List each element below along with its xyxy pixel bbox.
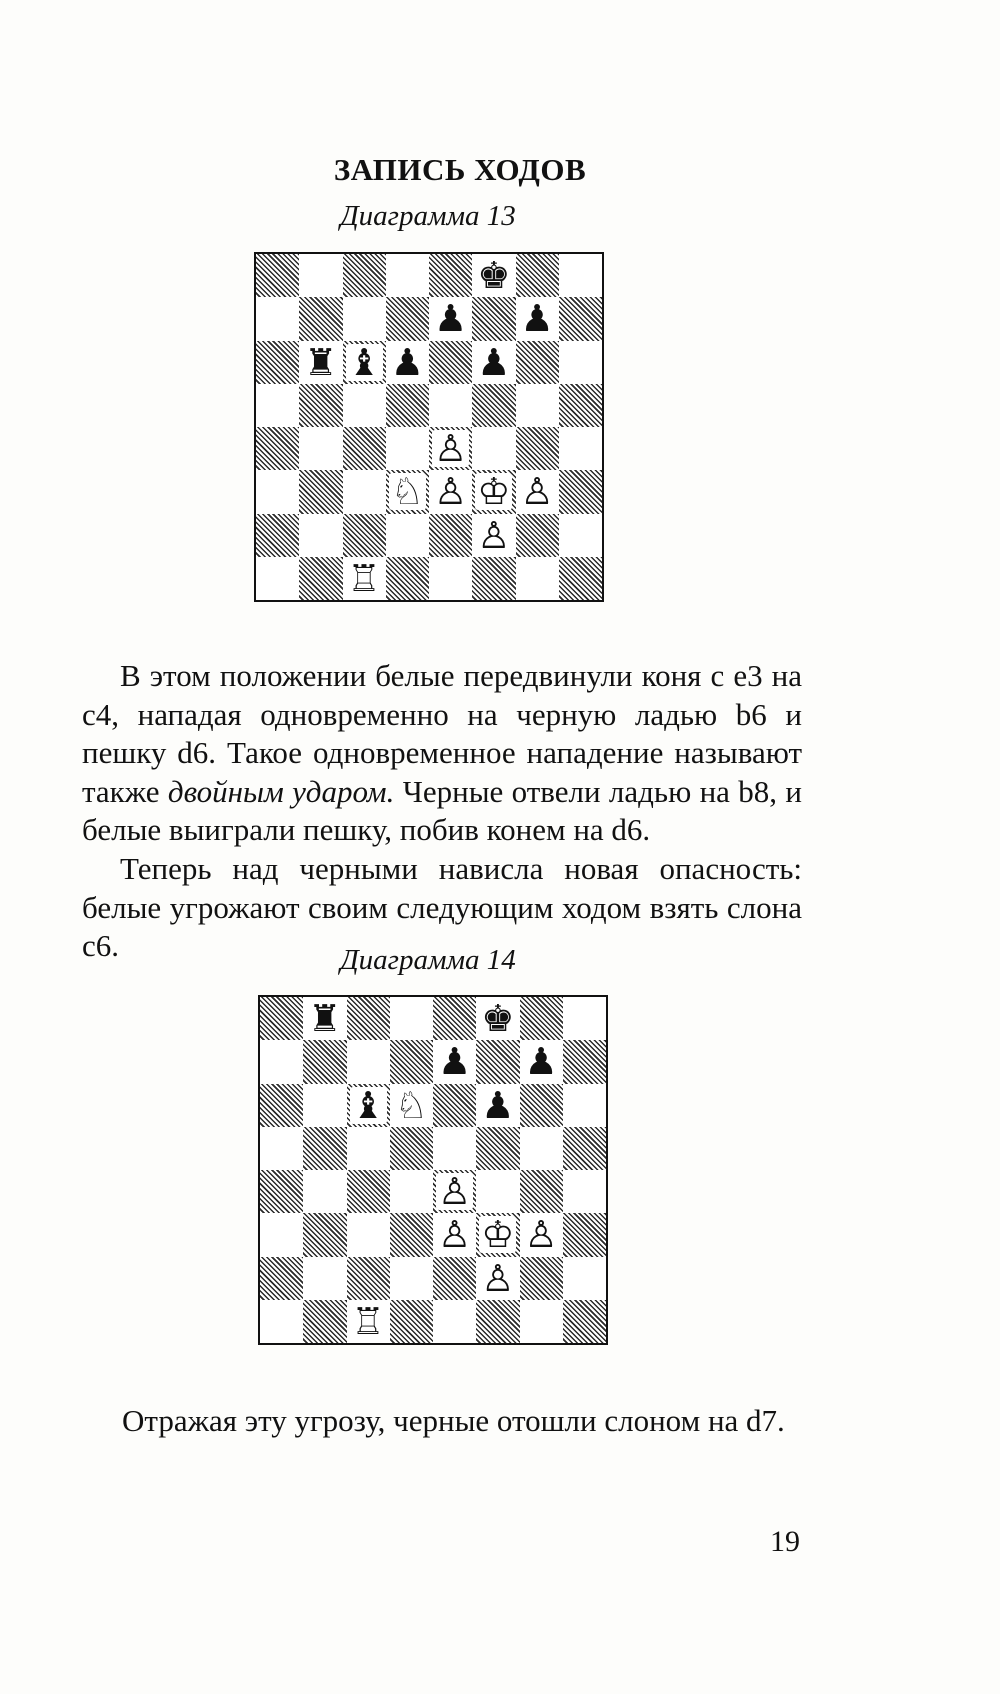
square-h7 (563, 1040, 606, 1083)
square-f4 (476, 1170, 519, 1213)
square-f7 (472, 297, 515, 340)
white-pawn-icon: ♙ (477, 513, 511, 557)
square-b5 (299, 384, 342, 427)
white-pawn-icon: ♙ (524, 1213, 558, 1257)
white-pawn-icon: ♙ (434, 470, 468, 514)
white-knight-icon: ♘ (390, 470, 424, 514)
square-h6 (563, 1084, 606, 1127)
diagram-14-caption: Диаграмма 14 (340, 944, 516, 976)
square-f2 (476, 1257, 519, 1300)
square-f6 (472, 341, 515, 384)
square-d5 (386, 384, 429, 427)
square-e1 (433, 1300, 476, 1343)
square-b4 (303, 1170, 346, 1213)
square-d6 (390, 1084, 433, 1127)
square-g7 (520, 1040, 563, 1083)
square-g4 (516, 427, 559, 470)
paragraph-new-threat: Теперь над черными нависла новая опасность: белые угрожают своим следующим ходом взять слона с6. (82, 851, 802, 964)
square-f6 (476, 1084, 519, 1127)
black-pawn-icon: ♟ (477, 340, 511, 384)
square-a4 (260, 1170, 303, 1213)
square-c6 (347, 1084, 390, 1127)
square-b8 (303, 997, 346, 1040)
square-d4 (386, 427, 429, 470)
square-c4 (347, 1170, 390, 1213)
square-f4 (472, 427, 515, 470)
square-d2 (390, 1257, 433, 1300)
white-pawn-icon: ♙ (481, 1256, 515, 1300)
square-b3 (303, 1213, 346, 1256)
square-g1 (516, 557, 559, 600)
square-a5 (260, 1127, 303, 1170)
square-c2 (347, 1257, 390, 1300)
paragraph-text: Черные отвели ладью на b8, и белые выиграли пешку, побив конем на d6. (82, 773, 803, 848)
paragraph-text: В этом положении белые передвинули коня с е3 на с4, нападая одновременно на черную ладью b6 и пешку d6. Такое одновременное нападение называют также (82, 658, 802, 809)
square-h6 (559, 341, 602, 384)
square-f3 (476, 1213, 519, 1256)
square-h7 (559, 297, 602, 340)
square-h1 (563, 1300, 606, 1343)
square-d4 (390, 1170, 433, 1213)
square-d5 (390, 1127, 433, 1170)
square-f8 (472, 254, 515, 297)
square-e5 (429, 384, 472, 427)
square-g1 (520, 1300, 563, 1343)
square-c1 (347, 1300, 390, 1343)
black-pawn-icon: ♟ (390, 340, 424, 384)
black-pawn-icon: ♟ (481, 1083, 515, 1127)
diagram-14-board (258, 995, 608, 1345)
square-e6 (433, 1084, 476, 1127)
square-c3 (347, 1213, 390, 1256)
square-a7 (260, 1040, 303, 1083)
square-d7 (390, 1040, 433, 1083)
square-a1 (260, 1300, 303, 1343)
square-a2 (256, 514, 299, 557)
square-h4 (559, 427, 602, 470)
square-a3 (256, 470, 299, 513)
square-c2 (343, 514, 386, 557)
square-e6 (429, 341, 472, 384)
square-b3 (299, 470, 342, 513)
square-e3 (429, 470, 472, 513)
square-e4 (433, 1170, 476, 1213)
square-c5 (347, 1127, 390, 1170)
square-a8 (260, 997, 303, 1040)
square-a5 (256, 384, 299, 427)
square-f5 (472, 384, 515, 427)
square-b7 (303, 1040, 346, 1083)
black-pawn-icon: ♟ (434, 297, 468, 341)
diagram-13-board (254, 252, 604, 602)
square-e5 (433, 1127, 476, 1170)
square-b8 (299, 254, 342, 297)
white-rook-icon: ♖ (351, 1299, 385, 1343)
square-c3 (343, 470, 386, 513)
black-king-icon: ♚ (477, 254, 511, 298)
white-rook-icon: ♖ (347, 556, 381, 600)
square-a1 (256, 557, 299, 600)
square-b6 (303, 1084, 346, 1127)
square-h4 (563, 1170, 606, 1213)
square-h1 (559, 557, 602, 600)
square-c7 (343, 297, 386, 340)
square-c7 (347, 1040, 390, 1083)
square-b2 (299, 514, 342, 557)
square-e1 (429, 557, 472, 600)
white-pawn-icon: ♙ (438, 1213, 472, 1257)
square-g3 (516, 470, 559, 513)
square-g4 (520, 1170, 563, 1213)
square-d1 (390, 1300, 433, 1343)
square-c4 (343, 427, 386, 470)
square-e2 (433, 1257, 476, 1300)
paragraph-double-attack (82, 657, 802, 850)
square-e8 (429, 254, 472, 297)
square-h8 (563, 997, 606, 1040)
square-a6 (260, 1084, 303, 1127)
square-h8 (559, 254, 602, 297)
square-f5 (476, 1127, 519, 1170)
black-king-icon: ♚ (481, 997, 515, 1041)
black-pawn-icon: ♟ (438, 1040, 472, 1084)
square-g3 (520, 1213, 563, 1256)
square-e4 (429, 427, 472, 470)
white-knight-icon: ♘ (394, 1083, 428, 1127)
square-f1 (476, 1300, 519, 1343)
white-pawn-icon: ♙ (520, 470, 554, 514)
square-h3 (563, 1213, 606, 1256)
square-f1 (472, 557, 515, 600)
square-d3 (390, 1213, 433, 1256)
square-b6 (299, 341, 342, 384)
square-c5 (343, 384, 386, 427)
square-d6 (386, 341, 429, 384)
square-d2 (386, 514, 429, 557)
square-f7 (476, 1040, 519, 1083)
square-a7 (256, 297, 299, 340)
diagram-13-caption: Диаграмма 13 (340, 200, 516, 232)
square-d3 (386, 470, 429, 513)
square-a4 (256, 427, 299, 470)
white-king-icon: ♔ (477, 470, 511, 514)
white-king-icon: ♔ (481, 1213, 515, 1257)
square-h3 (559, 470, 602, 513)
square-a3 (260, 1213, 303, 1256)
square-d7 (386, 297, 429, 340)
square-b4 (299, 427, 342, 470)
square-h2 (563, 1257, 606, 1300)
square-h2 (559, 514, 602, 557)
black-rook-icon: ♜ (308, 997, 342, 1041)
paragraph-bishop-retreat: Отражая эту угрозу, черные отошли слоном на d7. (122, 1403, 785, 1438)
white-pawn-icon: ♙ (434, 427, 468, 471)
square-e2 (429, 514, 472, 557)
square-g8 (516, 254, 559, 297)
square-f3 (472, 470, 515, 513)
square-a2 (260, 1257, 303, 1300)
square-g6 (516, 341, 559, 384)
square-d8 (390, 997, 433, 1040)
term-double-attack: двойным ударом. (167, 773, 395, 809)
square-d8 (386, 254, 429, 297)
square-g5 (516, 384, 559, 427)
square-b2 (303, 1257, 346, 1300)
page-number: 19 (770, 1525, 800, 1558)
square-g2 (516, 514, 559, 557)
square-h5 (563, 1127, 606, 1170)
square-c6 (343, 341, 386, 384)
square-c8 (343, 254, 386, 297)
black-pawn-icon: ♟ (524, 1040, 558, 1084)
square-g7 (516, 297, 559, 340)
square-f8 (476, 997, 519, 1040)
square-c1 (343, 557, 386, 600)
square-b7 (299, 297, 342, 340)
black-bishop-icon: ♝ (351, 1083, 385, 1127)
square-b1 (303, 1300, 346, 1343)
square-a8 (256, 254, 299, 297)
square-e3 (433, 1213, 476, 1256)
square-b1 (299, 557, 342, 600)
square-b5 (303, 1127, 346, 1170)
square-f2 (472, 514, 515, 557)
square-e8 (433, 997, 476, 1040)
square-e7 (429, 297, 472, 340)
square-c8 (347, 997, 390, 1040)
square-g5 (520, 1127, 563, 1170)
page-title: ЗАПИСЬ ХОДОВ (333, 152, 587, 187)
square-g8 (520, 997, 563, 1040)
black-bishop-icon: ♝ (347, 340, 381, 384)
square-a6 (256, 341, 299, 384)
square-e7 (433, 1040, 476, 1083)
black-rook-icon: ♜ (304, 340, 338, 384)
square-h5 (559, 384, 602, 427)
square-g6 (520, 1084, 563, 1127)
square-d1 (386, 557, 429, 600)
white-pawn-icon: ♙ (438, 1170, 472, 1214)
black-pawn-icon: ♟ (520, 297, 554, 341)
square-g2 (520, 1257, 563, 1300)
